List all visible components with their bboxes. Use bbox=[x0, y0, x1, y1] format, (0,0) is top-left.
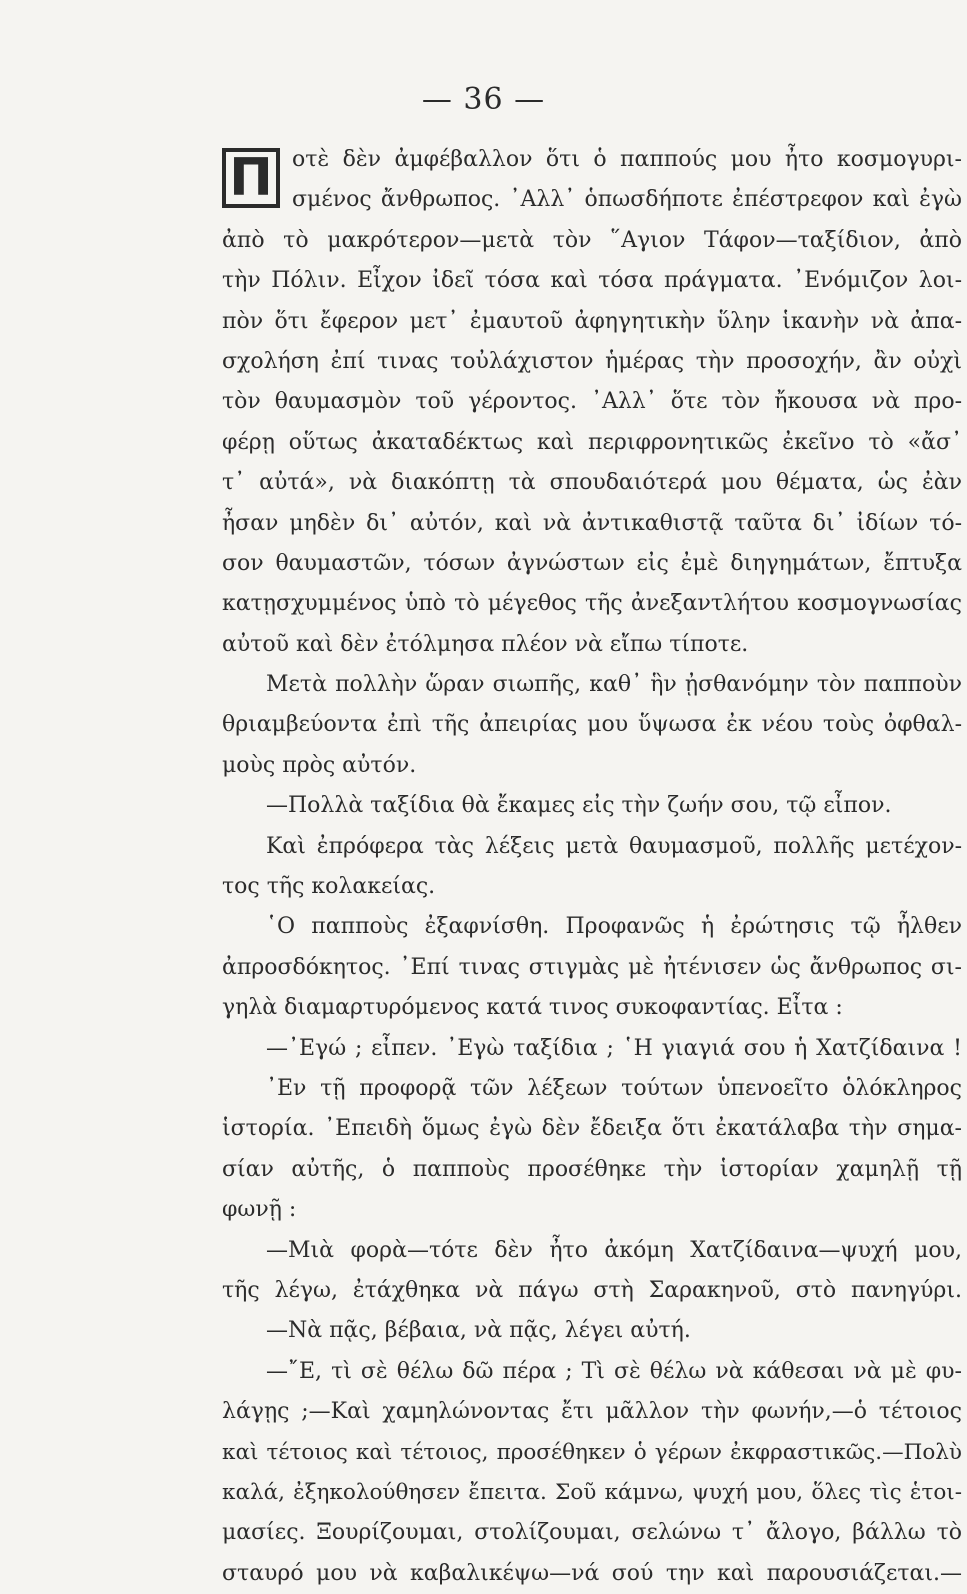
text-line: οτὲ δὲν ἀμφέβαλλον ὅτι ὁ παππούς μου ἦτο κοσμογυρι- bbox=[292, 147, 962, 172]
text-line: σμένος ἄνθρωπος. ᾿Αλλ᾿ ὁπωσδήποτε ἐπέστρεφον καὶ ἐγὼ bbox=[292, 187, 962, 213]
text-line: —Νὰ πᾷς, βέβαια, νὰ πᾷς, λέγει αὐτή. bbox=[266, 1318, 691, 1344]
text-line: ῾Ο παπποὺς ἐξαφνίσθη. Προφανῶς ἡ ἐρώτησις τῷ ἦλθεν bbox=[266, 914, 962, 940]
drop-cap-initial: Π bbox=[222, 148, 280, 208]
text-line: —᾿Εγώ ; εἶπεν. ᾿Εγὼ ταξίδια ; ῾Η γιαγιά σου ἡ Χατζίδαινα ! bbox=[266, 1035, 962, 1061]
text-line: φέρῃ οὕτως ἀκαταδέκτως καὶ περιφρονητικῶς ἐκεῖνο τὸ «ἄσ᾿ bbox=[222, 429, 962, 455]
text-line: ἱστορία. ᾿Επειδὴ ὅμως ἐγὼ δὲν ἔδειξα ὅτι ἐκατάλαβα τὴν σημα- bbox=[222, 1116, 962, 1142]
text-line: φωνῇ : bbox=[222, 1197, 297, 1223]
text-line: ἀπροσδόκητος. ᾿Επί τινας στιγμὰς μὲ ἠτένισεν ὡς ἄνθρωπος σι- bbox=[222, 954, 962, 980]
text-line: μασίες. Ξουρίζουμαι, στολίζουμαι, σελώνω τ᾿ ἄλογο, βάλλω τὸ bbox=[222, 1520, 962, 1546]
text-line: —Πολλὰ ταξίδια θὰ ἔκαμες εἰς τὴν ζωήν σου, τῷ εἶπον. bbox=[266, 793, 892, 819]
body-text bbox=[222, 140, 962, 1594]
text-line: —Μιὰ φορὰ—τότε δὲν ἦτο ἀκόμη Χατζίδαινα—ψυχή μου, bbox=[266, 1237, 962, 1263]
text-line: τος τῆς κολακείας. bbox=[222, 874, 436, 900]
text-line: καλά, ἐξηκολούθησεν ἔπειτα. Σοῦ κάμνω, ψυχή μου, ὅλες τὶς ἑτοι- bbox=[222, 1479, 962, 1505]
text-line: —῎Ε, τὶ σὲ θέλω δῶ πέρα ; Τὶ σὲ θέλω νὰ κάθεσαι νὰ μὲ φυ- bbox=[266, 1358, 962, 1384]
text-line: τῆς λέγω, ἐτάχθηκα νὰ πάγω στὴ Σαρακηνοῦ, στὸ πανηγύρι. bbox=[222, 1277, 962, 1303]
text-line: σχολήση ἐπί τινας τοὐλάχιστον ἡμέρας τὴν προσοχήν, ἂν οὐχὶ bbox=[222, 348, 962, 374]
text-line: σον θαυμαστῶν, τόσων ἀγνώστων εἰς ἐμὲ διηγημάτων, ἔπτυξα bbox=[222, 550, 962, 576]
text-line: αὐτοῦ καὶ δὲν ἐτόλμησα πλέον νὰ εἴπω τίποτε. bbox=[222, 631, 749, 657]
text-line: κατῃσχυμμένος ὑπὸ τὸ μέγεθος τῆς ἀνεξαντλήτου κοσμογνωσίας bbox=[222, 591, 962, 617]
text-line: Καὶ ἐπρόφερα τὰς λέξεις μετὰ θαυμασμοῦ, πολλῆς μετέχον- bbox=[266, 833, 962, 859]
text-line: μοὺς πρὸς αὐτόν. bbox=[222, 752, 417, 778]
text-line: σταυρό μου νὰ καβαλικέψω—νά σού την καὶ παρουσιάζεται.— bbox=[222, 1560, 962, 1586]
text-line: ἦσαν μηδὲν δι᾿ αὐτόν, καὶ νὰ ἀντικαθιστᾷ ταῦτα δι᾿ ἰδίων τό- bbox=[222, 510, 962, 536]
text-line: ᾿Εν τῇ προφορᾷ τῶν λέξεων τούτων ὑπενοεῖτο ὁλόκληρος bbox=[266, 1075, 962, 1101]
text-line: σίαν αὐτῆς, ὁ παπποὺς προσέθηκε τὴν ἱστορίαν χαμηλῇ τῇ bbox=[222, 1156, 962, 1182]
text-line: θριαμβεύοντα ἐπὶ τῆς ἀπειρίας μου ὕψωσα ἐκ νέου τοὺς ὀφθαλ- bbox=[222, 712, 962, 738]
text-line: τ᾿ αὐτά», νὰ διακόπτῃ τὰ σπουδαιότερά μου θέματα, ὡς ἐὰν bbox=[222, 470, 962, 496]
text-line: τὴν Πόλιν. Εἶχον ἰδεῖ τόσα καὶ τόσα πράγματα. ᾿Ενόμιζον λοι- bbox=[222, 268, 962, 294]
text-line: πὸν ὅτι ἔφερον μετ᾿ ἐμαυτοῦ ἀφηγητικὴν ὕλην ἱκανὴν νὰ ἀπα- bbox=[222, 308, 962, 334]
text-line: καὶ τέτοιος καὶ τέτοιος, προσέθηκεν ὁ γέρων ἐκφραστικῶς.—Πολὺ bbox=[222, 1439, 962, 1465]
text-line: λάγῃς ;—Καὶ χαμηλώνοντας ἔτι μᾶλλον τὴν φωνήν,—ὁ τέτοιος bbox=[222, 1399, 962, 1425]
text-line: τὸν θαυμασμὸν τοῦ γέροντος. ᾿Αλλ᾿ ὅτε τὸν ἤκουσα νὰ προ- bbox=[222, 389, 962, 415]
text-line: γηλὰ διαμαρτυρόμενος κατά τινος συκοφαντίας. Εἶτα : bbox=[222, 995, 843, 1021]
text-line: ἀπὸ τὸ μακρότερον—μετὰ τὸν ῞Αγιον Τάφον—ταξίδιον, ἀπὸ bbox=[222, 227, 962, 253]
text-line: Μετὰ πολλὴν ὥραν σιωπῆς, καθ᾿ ἣν ᾐσθανόμην τὸν παπποὺν bbox=[266, 672, 962, 698]
page-number: — 36 — bbox=[421, 82, 546, 117]
